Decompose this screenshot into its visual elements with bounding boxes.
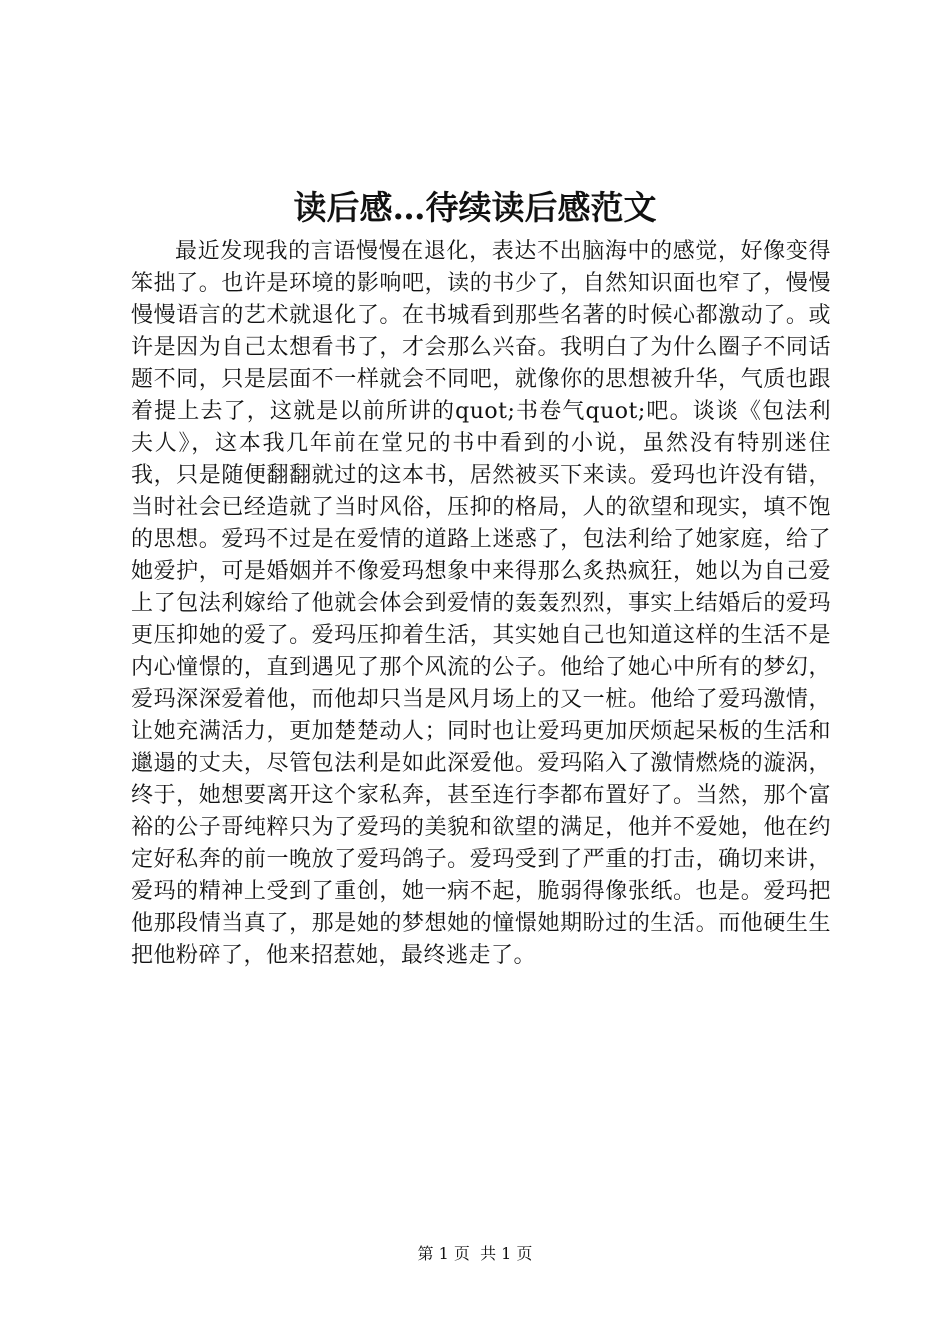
page-footer bbox=[0, 1242, 950, 1266]
document-body-paragraph: 最近发现我的言语慢慢在退化，表达不出脑海中的感觉，好像变得笨拙了。也许是环境的影响吧，读的书少了，自然知识面也窄了，慢慢慢慢语言的艺术就退化了。在书城看到那些名著的时候心都激动了。或许是因为自己太想看书了，才会那么兴奋。我明白了为什么圈子不同话题不同，只是层面不一样就会不同吧，就像你的思想被升华，气质也跟着提上去了，这就是以前所讲的quot;书卷气quot;吧。谈谈《包法利夫人》，这本我几年前在堂兄的书中看到的小说，虽然没有特别迷住我，只是随便翻翻就过的这本书，居然被买下来读。爱玛也许没有错，当时社会已经造就了当时风俗，压抑的格局，人的欲望和现实，填不饱的思想。爱玛不过是在爱情的道路上迷惑了，包法利给了她家庭，给了她爱护，可是婚姻并不像爱玛想象中来得那么炙热疯狂，她以为自己爱上了包法利嫁给了他就会体会到爱情的轰轰烈烈，事实上结婚后的爱玛更压抑她的爱了。爱玛压抑着生活，其实她自己也知道这样的生活不是内心憧憬的，直到遇见了那个风流的公子。他给了她心中所有的梦幻，爱玛深深爱着他，而他却只当是风月场上的又一桩。他给了爱玛激情，让她充满活力，更加楚楚动人；同时也让爱玛更加厌烦起呆板的生活和邋遢的丈夫，尽管包法利是如此深爱他。爱玛陷入了激情燃烧的漩涡，终于，她想要离开这个家私奔，甚至连行李都布置好了。当然，那个富裕的公子哥纯粹只为了爱玛的美貌和欲望的满足，他并不爱她，他在约定好私奔的前一晚放了爱玛鸽子。爱玛受到了严重的打击，确切来讲，爱玛的精神上受到了重创，她一病不起，脆弱得像张纸。也是。爱玛把他那段情当真了，那是她的梦想她的憧憬她期盼过的生活。而他硬生生把他粉碎了，他来招惹她，最终逃走了。 bbox=[131, 239, 831, 968]
page-number: 第 1 页 bbox=[417, 1244, 470, 1263]
page-total: 共 1 页 bbox=[480, 1244, 533, 1263]
document-title: 读后感…待续读后感范文 bbox=[293, 188, 657, 227]
